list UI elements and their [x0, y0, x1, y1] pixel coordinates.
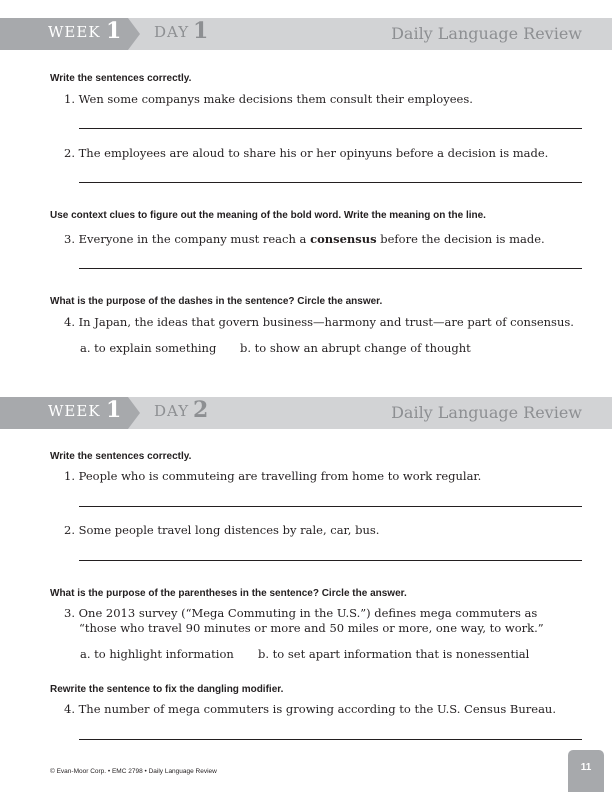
- week-number: 1: [106, 18, 122, 44]
- day2-instruction-1: Write the sentences correctly.: [50, 451, 192, 462]
- day2-question-3: 3. One 2013 survey (“Mega Commuting in the U.S.”) defines mega commuters as: [64, 606, 538, 620]
- day1-header-bar: [0, 18, 612, 50]
- day2-header-bar: [0, 397, 612, 429]
- day1-instruction-2: Use context clues to figure out the meaning of the bold word. Write the meaning on the line.: [50, 210, 486, 221]
- week-tab-arrow: [128, 397, 140, 429]
- day2-question-1: 1. People who is commuteing are travelling from home to work regular.: [64, 469, 482, 483]
- page-number-tab: [568, 750, 604, 792]
- day-number: 2: [193, 397, 209, 423]
- day2-q3-option-b[interactable]: b. to set apart information that is nonessential: [258, 647, 530, 661]
- q3-bold-word: consensus: [310, 232, 377, 246]
- day2-answer-line-1[interactable]: [79, 506, 582, 507]
- page-number: 11: [580, 762, 592, 773]
- week-label: WEEK: [48, 23, 101, 41]
- day2-answer-line-4[interactable]: [79, 739, 582, 740]
- q3-text-end: before the decision is made.: [376, 232, 545, 246]
- header-title: Daily Language Review: [391, 24, 582, 43]
- week-label: WEEK: [48, 402, 101, 420]
- day1-answer-line-3[interactable]: [79, 268, 582, 269]
- week-tab-arrow: [128, 18, 140, 50]
- footer-credit: © Evan-Moor Corp. • EMC 2798 • Daily Language Review: [50, 768, 217, 775]
- day1-q4-option-b[interactable]: b. to show an abrupt change of thought: [240, 341, 471, 355]
- day2-instruction-2: What is the purpose of the parentheses in the sentence? Circle the answer.: [50, 588, 407, 599]
- q3-text-start: 3. Everyone in the company must reach a: [64, 232, 311, 246]
- day1-question-4: 4. In Japan, the ideas that govern business—harmony and trust—are part of consensus.: [64, 315, 574, 329]
- week-number: 1: [106, 397, 122, 423]
- header-title: Daily Language Review: [391, 403, 582, 422]
- day2-question-2: 2. Some people travel long distences by rale, car, bus.: [64, 523, 380, 537]
- day1-question-3: [64, 232, 545, 246]
- day1-answer-line-2[interactable]: [79, 182, 582, 183]
- day2-answer-line-2[interactable]: [79, 560, 582, 561]
- day1-answer-line-1[interactable]: [79, 128, 582, 129]
- day2-instruction-3: Rewrite the sentence to fix the dangling modifier.: [50, 684, 284, 695]
- day2-question-4: 4. The number of mega commuters is growing according to the U.S. Census Bureau.: [64, 702, 556, 716]
- day-label: DAY: [154, 23, 190, 41]
- day1-question-1: 1. Wen some companys make decisions them consult their employees.: [64, 92, 473, 106]
- day1-instruction-3: What is the purpose of the dashes in the sentence? Circle the answer.: [50, 296, 383, 307]
- day-number: 1: [193, 18, 209, 44]
- day1-question-2: 2. The employees are aloud to share his or her opinyuns before a decision is made.: [64, 146, 549, 160]
- day1-q4-option-a[interactable]: a. to explain something: [80, 341, 217, 355]
- day2-question-3-line-2: “those who travel 90 minutes or more and 50 miles or more, one way, to work.”: [79, 621, 544, 635]
- day-label: DAY: [154, 402, 190, 420]
- day1-instruction-1: Write the sentences correctly.: [50, 73, 192, 84]
- day2-q3-option-a[interactable]: a. to highlight information: [80, 647, 234, 661]
